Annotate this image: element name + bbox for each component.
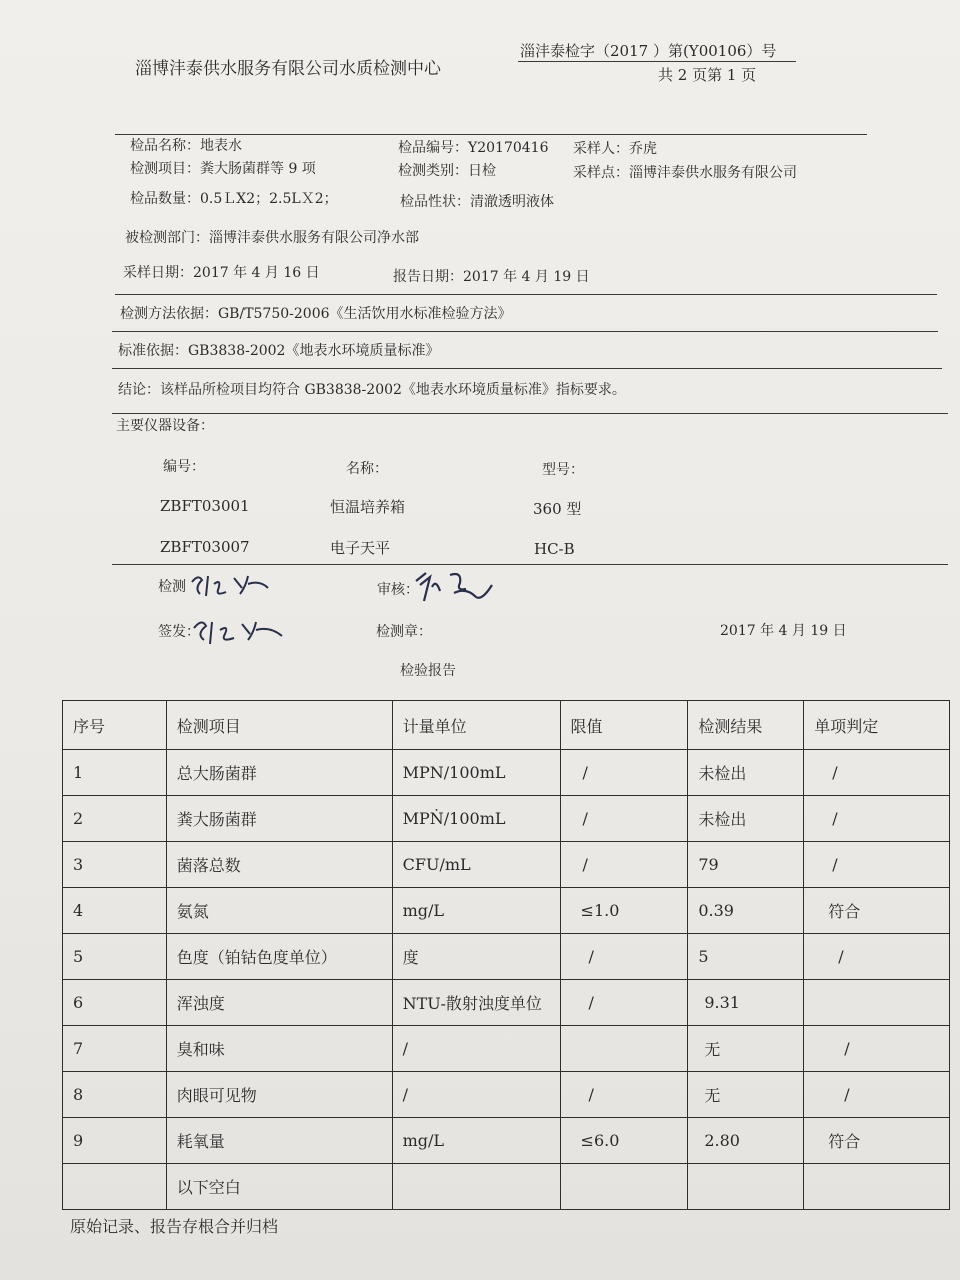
test-method: 检测方法依据：GB/T5750-2006《生活饮用水标准检验方法》	[120, 306, 512, 322]
standard-basis: 标准依据：GB3838-2002《地表水环境质量标准》	[118, 343, 440, 359]
sampling-date: 采样日期：2017 年 4 月 16 日	[123, 265, 320, 281]
row-index: 3	[63, 842, 167, 888]
row-item: 肉眼可见物	[166, 1072, 392, 1118]
row-unit: mg/L	[392, 1118, 560, 1164]
tester-signature	[188, 570, 278, 600]
test-items: 检测项目：粪大肠菌群等 9 项	[130, 161, 316, 177]
rule-6	[112, 564, 948, 565]
row-judgement: /	[804, 796, 950, 842]
issuer-signature	[190, 614, 290, 648]
table-row	[63, 1072, 950, 1118]
row-limit: /	[560, 750, 688, 796]
tested-by-label: 检测	[158, 579, 186, 595]
table-row	[63, 750, 950, 796]
row-limit: ≤1.0	[560, 888, 688, 934]
row-unit: CFU/mL	[392, 842, 560, 888]
row-item: 粪大肠菌群	[166, 796, 392, 842]
page-count: 共 2 页第 1 页	[658, 66, 757, 84]
rule-2	[115, 294, 937, 295]
row-item: 耗氧量	[166, 1118, 392, 1164]
report-title: 检验报告	[400, 663, 456, 679]
sample-quantity: 检品数量：0.5ＬX2；2.5LＸ2；	[130, 191, 338, 207]
header-cell: 检测项目	[166, 701, 392, 750]
header-cell: 限值	[560, 701, 688, 750]
tested-department: 被检测部门：淄博沣泰供水服务有限公司净水部	[125, 230, 419, 246]
table-row	[63, 1118, 950, 1164]
row-limit	[560, 1026, 688, 1072]
equipment-model: HC-B	[534, 540, 575, 558]
row-limit: /	[560, 934, 688, 980]
rule-4	[112, 368, 942, 369]
row-item: 总大肠菌群	[166, 750, 392, 796]
header-cell: 单项判定	[804, 701, 950, 750]
table-row	[63, 934, 950, 980]
table-row	[63, 842, 950, 888]
row-result: 79	[688, 842, 804, 888]
report-number: 淄沣泰检字（2017 ）第(Y00106）号	[520, 42, 777, 60]
row-unit: NTU-散射浊度单位	[392, 980, 560, 1026]
row-item: 菌落总数	[166, 842, 392, 888]
row-item: 臭和味	[166, 1026, 392, 1072]
signature-date: 2017 年 4 月 19 日	[720, 623, 847, 639]
blank-note: 以下空白	[166, 1164, 392, 1210]
row-judgement: 符合	[804, 1118, 950, 1164]
equipment-col-name: 名称：	[346, 461, 388, 477]
reviewed-by-label: 审核：	[377, 582, 419, 598]
header-cell: 检测结果	[688, 701, 804, 750]
row-judgement: /	[804, 842, 950, 888]
row-unit: mg/L	[392, 888, 560, 934]
equipment-name: 恒温培养箱	[330, 498, 406, 516]
equipment-no: ZBFT03007	[160, 538, 250, 556]
row-index: 4	[63, 888, 167, 934]
equipment-no: ZBFT03001	[160, 497, 250, 515]
equipment-col-no: 编号：	[163, 459, 205, 475]
row-result: 未检出	[688, 796, 804, 842]
report-table	[62, 700, 950, 1210]
report-date: 报告日期：2017 年 4 月 19 日	[393, 269, 590, 285]
sampler: 采样人：乔虎	[573, 141, 657, 157]
row-unit: /	[392, 1072, 560, 1118]
sample-property: 检品性状：清澈透明液体	[400, 194, 554, 210]
row-item: 氨氮	[166, 888, 392, 934]
row-result	[688, 1164, 804, 1210]
table-header-row	[63, 701, 950, 750]
row-index	[63, 1164, 167, 1210]
sampling-point: 采样点：淄博沣泰供水服务有限公司	[573, 165, 797, 181]
equipment-name: 电子天平	[330, 539, 391, 557]
row-limit: /	[560, 796, 688, 842]
row-index: 2	[63, 796, 167, 842]
row-judgement: /	[804, 750, 950, 796]
report-number-underline	[518, 61, 796, 62]
row-unit: MPṄ/100mL	[392, 796, 560, 842]
row-judgement: 符合	[804, 888, 950, 934]
header-cell: 计量单位	[392, 701, 560, 750]
issued-by-label: 签发：	[158, 624, 200, 640]
row-judgement	[804, 1164, 950, 1210]
archive-note: 原始记录、报告存根合并归档	[70, 1217, 279, 1236]
row-result: 0.39	[688, 888, 804, 934]
row-unit: /	[392, 1026, 560, 1072]
sample-name: 检品名称：地表水	[130, 138, 242, 154]
row-limit	[560, 1164, 688, 1210]
row-judgement: /	[804, 1026, 950, 1072]
row-unit	[392, 1164, 560, 1210]
rule-1	[115, 134, 867, 135]
row-result: 2.80	[688, 1118, 804, 1164]
row-judgement: /	[804, 1072, 950, 1118]
row-result: 无	[688, 1026, 804, 1072]
row-judgement: /	[804, 934, 950, 980]
row-index: 5	[63, 934, 167, 980]
row-index: 6	[63, 980, 167, 1026]
row-index: 9	[63, 1118, 167, 1164]
row-unit: 度	[392, 934, 560, 980]
seal-label: 检测章：	[376, 624, 432, 640]
row-result: 未检出	[688, 750, 804, 796]
table-row	[63, 888, 950, 934]
equipment-heading: 主要仪器设备：	[116, 418, 214, 434]
row-result: 5	[688, 934, 804, 980]
row-item: 色度（铂钴色度单位）	[166, 934, 392, 980]
test-type: 检测类别：日检	[398, 163, 496, 179]
row-index: 7	[63, 1026, 167, 1072]
sample-no: 检品编号：Y20170416	[398, 140, 549, 156]
row-index: 1	[63, 750, 167, 796]
row-unit: MPN/100mL	[392, 750, 560, 796]
row-limit: /	[560, 980, 688, 1026]
rule-3	[112, 331, 938, 332]
row-judgement	[804, 980, 950, 1026]
rule-5	[112, 413, 948, 414]
org-title: 淄博沣泰供水服务有限公司水质检测中心	[135, 59, 441, 79]
row-item: 浑浊度	[166, 980, 392, 1026]
row-result: 9.31	[688, 980, 804, 1026]
conclusion: 结论：该样品所检项目均符合 GB3838-2002《地表水环境质量标准》指标要求。	[118, 382, 626, 398]
table-row	[63, 980, 950, 1026]
row-limit: ≤6.0	[560, 1118, 688, 1164]
reviewer-signature	[410, 567, 500, 607]
row-result: 无	[688, 1072, 804, 1118]
table-row-blank	[63, 1164, 950, 1210]
equipment-model: 360 型	[533, 500, 582, 518]
header-cell: 序号	[63, 701, 167, 750]
table-row	[63, 796, 950, 842]
row-limit: /	[560, 842, 688, 888]
equipment-col-model: 型号：	[542, 462, 584, 478]
row-index: 8	[63, 1072, 167, 1118]
table-row	[63, 1026, 950, 1072]
row-limit: /	[560, 1072, 688, 1118]
